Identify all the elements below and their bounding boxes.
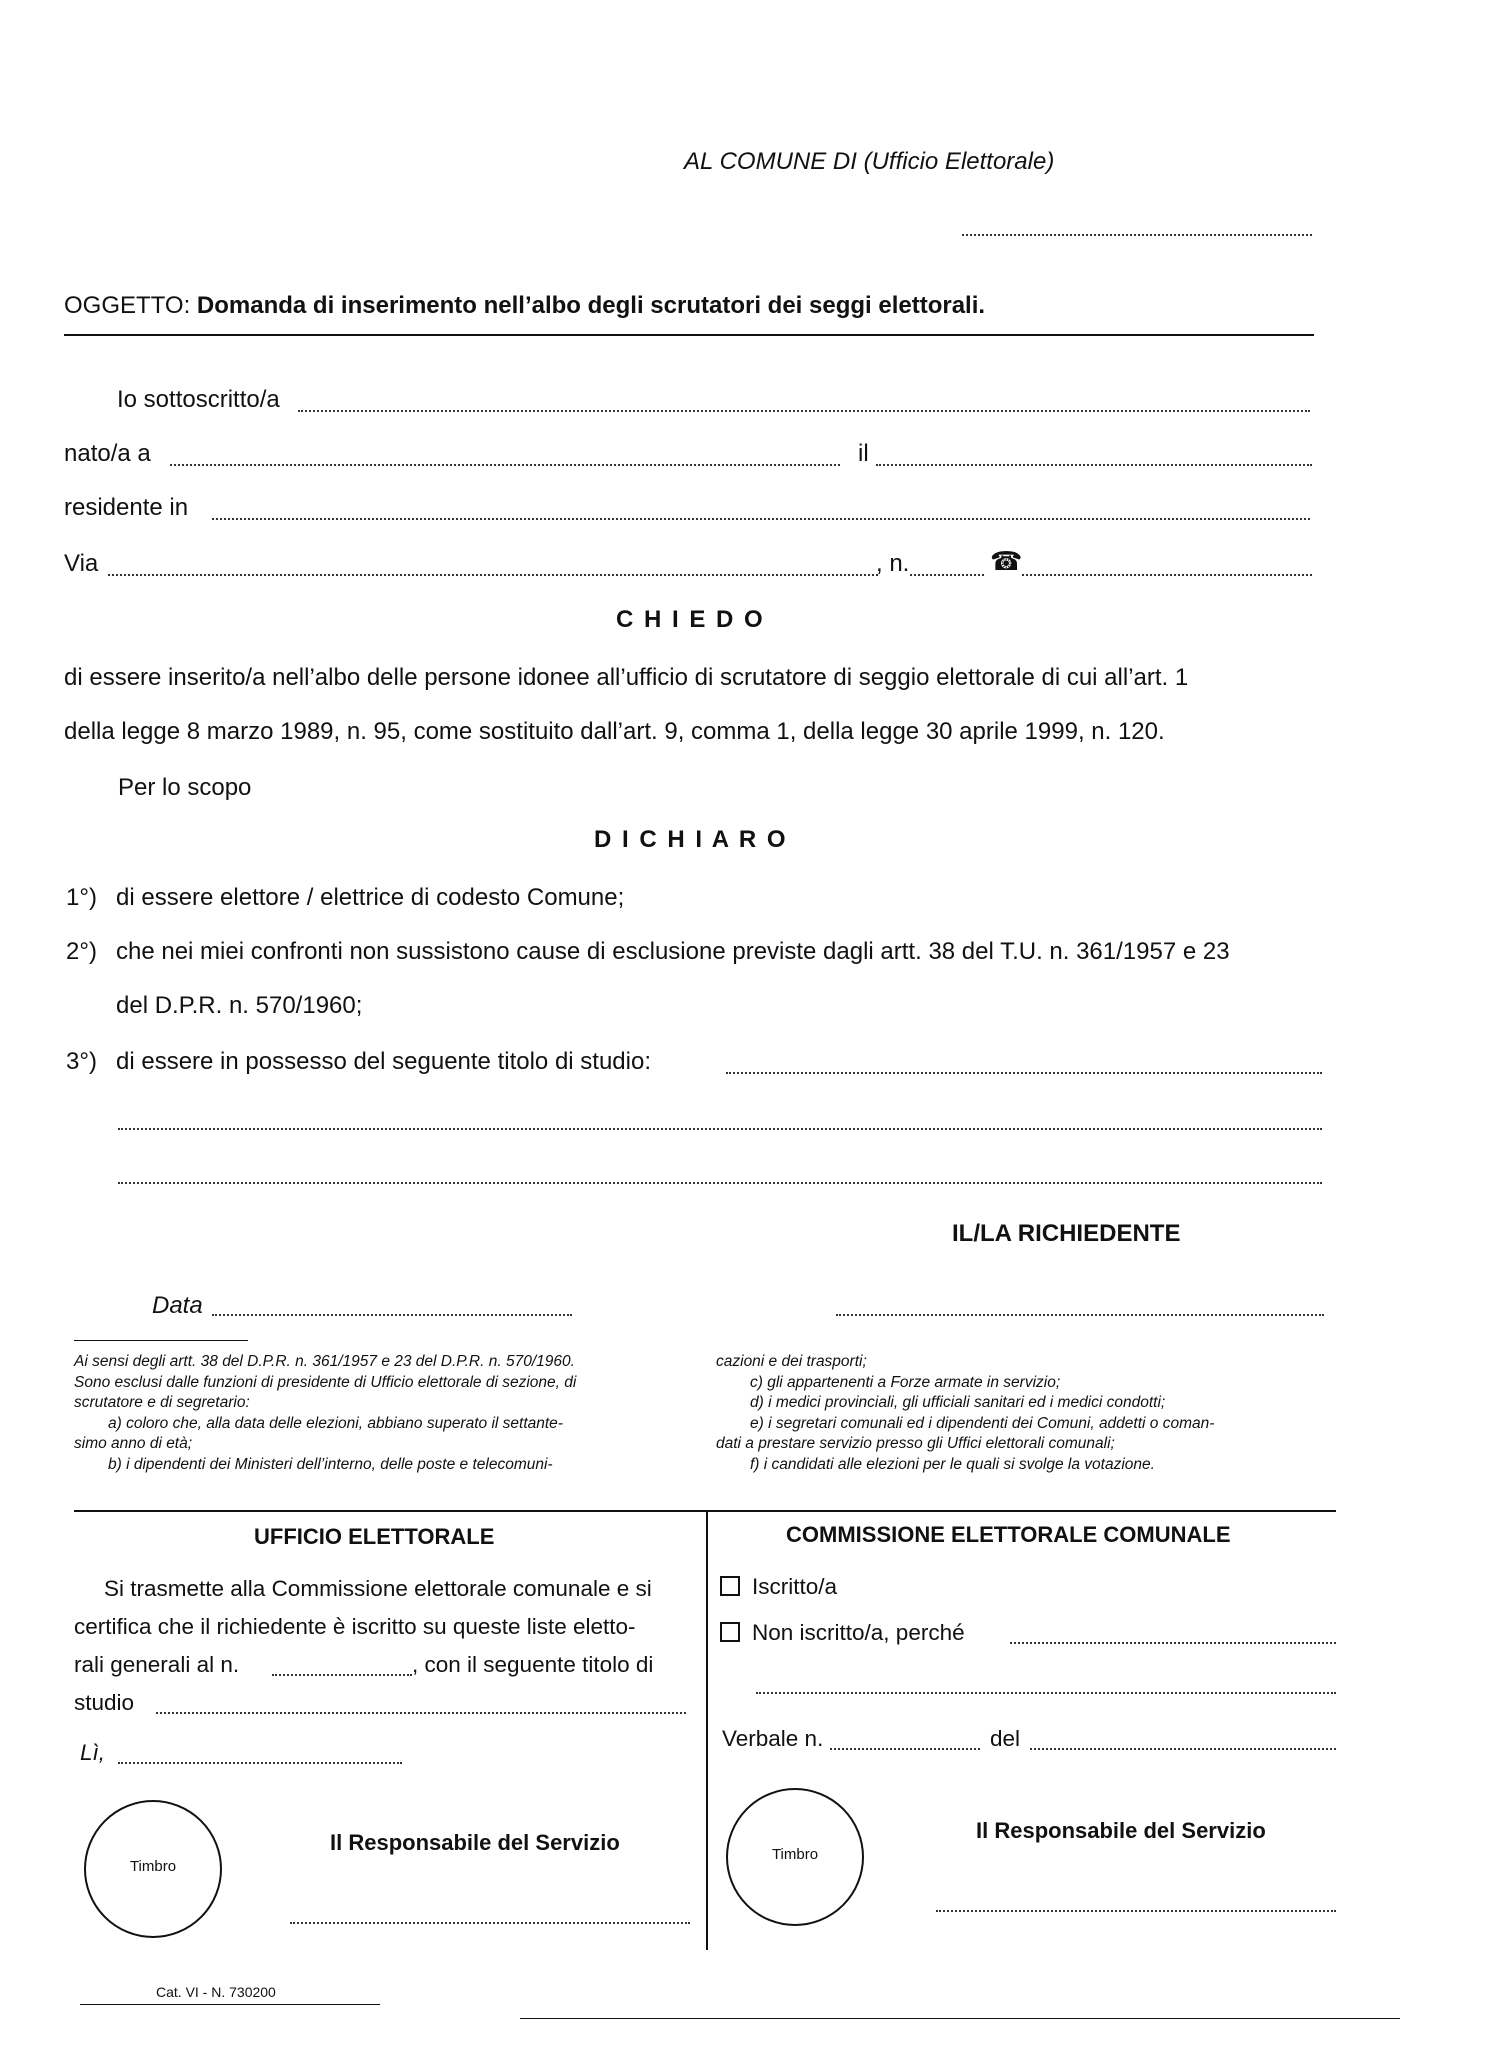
declaration-text-2-cont: del D.P.R. n. 570/1960; [116,992,363,1019]
resident-label: residente in [64,494,189,521]
catalog-number: Cat. VI - N. 730200 [156,1984,276,2000]
declaration-text-1: di essere elettore / elettrice di codesto Comune; [116,884,625,911]
footnote-left-line: simo anno di età; [74,1435,193,1452]
birth-date-label: il [858,440,869,467]
office-line-1: Si trasmette alla Commissione elettorale comunale e si [104,1576,652,1601]
section-top-rule [74,1510,1336,1512]
applicant-signature-label: IL/LA RICHIEDENTE [952,1220,1181,1247]
recipient-field[interactable] [962,234,1312,236]
request-heading: C H I E D O [616,606,765,633]
study-title-field-1[interactable] [726,1072,1322,1074]
footnote-left-line: Ai sensi degli artt. 38 del D.P.R. n. 361/1957 e 23 del D.P.R. n. 570/1960. [74,1353,575,1370]
footnote-rule [74,1340,248,1341]
commission-reason-field-1[interactable] [1010,1642,1336,1644]
office-line-2: certifica che il richiedente è iscritto su queste liste eletto- [74,1614,636,1639]
footer-rule-left [80,2004,380,2005]
office-study-field[interactable] [156,1712,686,1714]
request-line-2: della legge 8 marzo 1989, n. 95, come sostituito dall’art. 9, comma 1, della legge 30 aprile 1999, n. 120. [64,718,1165,745]
resident-field[interactable] [212,518,1310,520]
footnote-right [716,1352,1336,1475]
footnote-right-line: c) gli appartenenti a Forze armate in servizio; [750,1373,1061,1391]
office-line-3a: rali generali al n. [74,1652,240,1677]
office-stamp-circle [84,1800,222,1938]
born-label: nato/a a [64,440,151,467]
declaration-num-1: 1°) [66,884,97,911]
office-place-label: Lì, [80,1740,106,1765]
birth-date-field[interactable] [876,464,1312,466]
subject-underline [64,334,1314,336]
commission-minutes-label: Verbale n. [722,1726,824,1751]
born-place-field[interactable] [170,464,840,466]
subject-label: OGGETTO: [64,292,191,319]
office-signature-field[interactable] [290,1922,690,1924]
declaration-heading: D I C H I A R O [594,826,788,853]
footnote-left-line: b) i dipendenti dei Ministeri dell’interno, delle poste e telecomuni- [108,1455,553,1473]
office-place-field[interactable] [118,1762,402,1764]
declaration-text-3: di essere in possesso del seguente titolo di studio: [116,1048,651,1075]
footnote-left-line: scrutatore e di segretario: [74,1394,250,1411]
commission-signature-field[interactable] [936,1910,1336,1912]
checkbox[interactable] [720,1576,740,1596]
number-field[interactable] [910,574,984,576]
study-title-field-2[interactable] [118,1128,1322,1130]
office-title: UFFICIO ELETTORALE [254,1524,495,1549]
office-line-4: studio [74,1690,135,1715]
phone-field[interactable] [1022,574,1312,576]
office-responsible-label: Il Responsabile del Servizio [330,1830,620,1855]
phone-icon: ☎ [990,546,1023,576]
footnote-right-line: f) i candidati alle elezioni per le quali si svolge la votazione. [750,1455,1155,1473]
commission-minutes-number-field[interactable] [830,1748,980,1750]
street-label: Via [64,550,99,577]
option-registered-label: Iscritto/a [752,1574,838,1599]
option-not-registered-label: Non iscritto/a, perché [752,1620,965,1645]
recipient-heading: AL COMUNE DI (Ufficio Elettorale) [684,148,1055,175]
declaration-num-3: 3°) [66,1048,97,1075]
subject-title: Domanda di inserimento nell’albo degli scrutatori dei seggi elettorali. [196,292,986,319]
commission-stamp-label: Timbro [771,1846,819,1863]
applicant-signature-field[interactable] [836,1314,1324,1316]
footnote-right-line: e) i segretari comunali ed i dipendenti dei Comuni, addetti o coman- [750,1414,1215,1432]
commission-minutes-date-label: del [990,1726,1021,1751]
subject-line [64,292,985,320]
date-label: Data [152,1292,203,1319]
footnote-left-line: Sono esclusi dalle funzioni di presidente di Ufficio elettorale di sezione, di [74,1373,577,1391]
request-line-1: di essere inserito/a nell’albo delle persone idonee all’ufficio di scrutatore di seggio elettorale di cui all’art. 1 [64,664,1189,691]
undersigned-field[interactable] [298,410,1310,412]
footnote-right-line: dati a prestare servizio presso gli Uffici elettorali comunali; [716,1435,1115,1452]
footer-rule-right [520,2018,1400,2019]
declaration-num-2: 2°) [66,938,97,965]
footnote-left [74,1352,694,1475]
street-field[interactable] [108,574,878,576]
office-list-number-field[interactable] [272,1674,412,1676]
purpose-label: Per lo scopo [118,774,252,801]
office-line-3b: , con il seguente titolo di [412,1652,654,1677]
commission-minutes-date-field[interactable] [1030,1748,1336,1750]
footnote-left-line: a) coloro che, alla data delle elezioni, abbiano superato il settante- [108,1414,563,1432]
commission-stamp-circle [726,1788,864,1926]
commission-option-registered[interactable] [720,1574,837,1600]
footnote-right-line: cazioni e dei trasporti; [716,1353,867,1370]
declaration-text-2: che nei miei confronti non sussistono cause di esclusione previste dagli artt. 38 del T.U. n. 361/1957 e 23 [116,938,1230,965]
date-field[interactable] [212,1314,572,1316]
office-stamp-label: Timbro [129,1858,177,1875]
commission-responsible-label: Il Responsabile del Servizio [976,1818,1266,1843]
commission-option-not-registered[interactable] [720,1620,965,1646]
commission-reason-field-2[interactable] [756,1692,1336,1694]
checkbox[interactable] [720,1622,740,1642]
number-label: , n. [876,550,910,577]
commission-title: COMMISSIONE ELETTORALE COMUNALE [786,1522,1231,1547]
footnote-right-line: d) i medici provinciali, gli ufficiali sanitari ed i medici condotti; [750,1394,1166,1411]
section-divider [706,1510,708,1950]
study-title-field-3[interactable] [118,1182,1322,1184]
undersigned-label: Io sottoscritto/a [117,386,280,413]
